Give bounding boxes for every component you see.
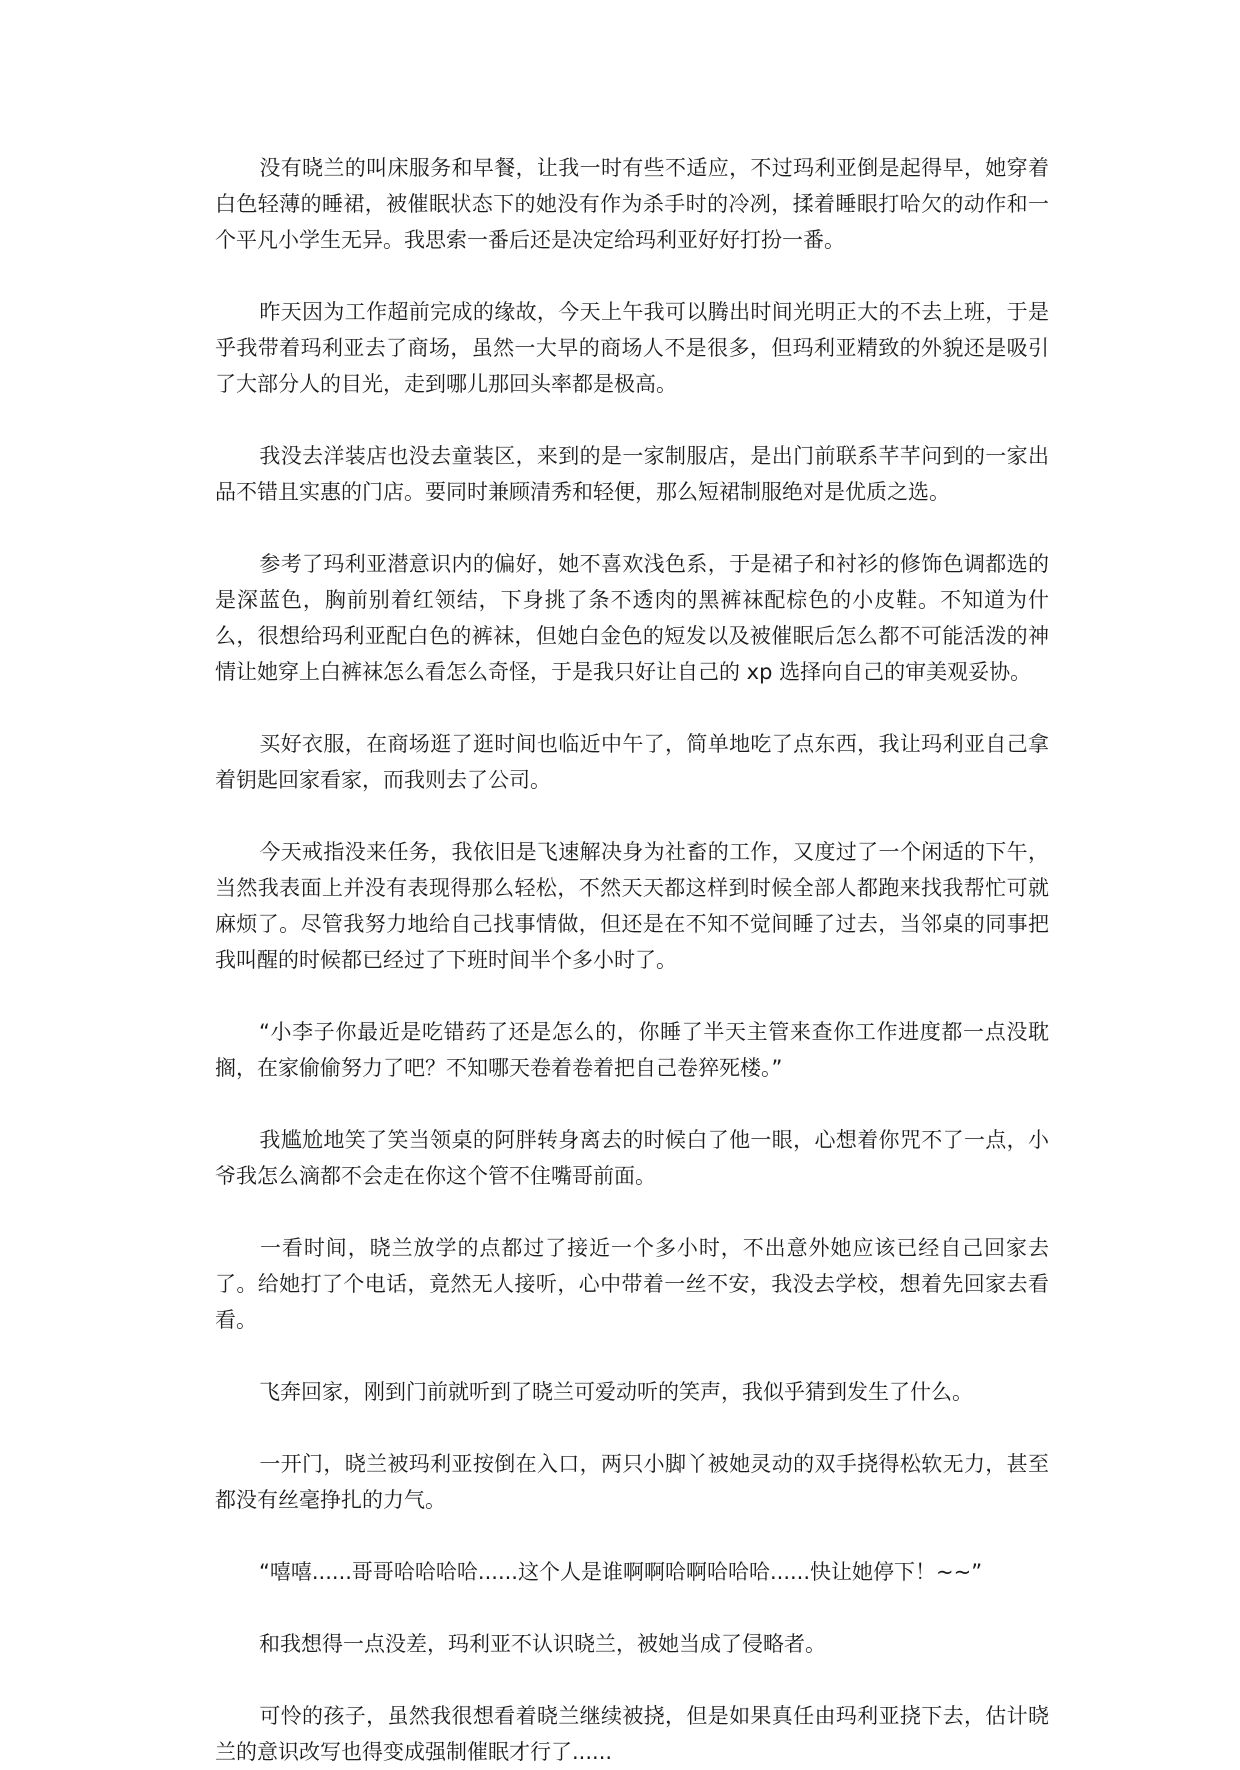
paragraph-1: 没有晓兰的叫床服务和早餐，让我一时有些不适应，不过玛利亚倒是起得早，她穿着白色轻薄的睡裙，被催眠状态下的她没有作为杀手时的冷冽，揉着睡眼打哈欠的动作和一个平凡小学生无异。我思索一番后还是决定给玛利亚好好打扮一番。 xyxy=(215,156,1049,252)
paragraph-2: 昨天因为工作超前完成的缘故，今天上午我可以腾出时间光明正大的不去上班，于是乎我带着玛利亚去了商场，虽然一大早的商场人不是很多，但玛利亚精致的外貌还是吸引了大部分人的目光，走到哪儿那回头率都是极高。 xyxy=(215,300,1049,396)
paragraph-6: 今天戒指没来任务，我依旧是飞速解决身为社畜的工作，又度过了一个闲适的下午，当然我表面上并没有表现得那么轻松，不然天天都这样到时候全部人都跑来找我帮忙可就麻烦了。尽管我努力地给自己找事情做，但还是在不知不觉间睡了过去，当邻桌的同事把我叫醒的时候都已经过了下班时间半个多小时了。 xyxy=(215,840,1049,972)
paragraph-7: “小李子你最近是吃错药了还是怎么的，你睡了半天主管来查你工作进度都一点没耽搁，在家偷偷努力了吧？不知哪天卷着卷着把自己卷猝死楼。” xyxy=(215,1020,1049,1080)
paragraph-10: 飞奔回家，刚到门前就听到了晓兰可爱动听的笑声，我似乎猜到发生了什么。 xyxy=(259,1380,973,1404)
paragraph-13: 和我想得一点没差，玛利亚不认识晓兰，被她当成了侵略者。 xyxy=(259,1632,826,1656)
paragraph-4: 参考了玛利亚潜意识内的偏好，她不喜欢浅色系，于是裙子和衬衫的修饰色调都选的是深蓝色，胸前别着红领结，下身挑了条不透肉的黑裤袜配棕色的小皮鞋。不知道为什么，很想给玛利亚配白色的裤袜，但她白金色的短发以及被催眠后怎么都不可能活泼的神情让她穿上白裤袜怎么看怎么奇怪，于是我只好让自己的 xp 选择向自己的审美观妥协。 xyxy=(215,552,1049,684)
paragraph-3: 我没去洋装店也没去童装区，来到的是一家制服店，是出门前联系芊芊问到的一家出品不错且实惠的门店。要同时兼顾清秀和轻便，那么短裙制服绝对是优质之选。 xyxy=(215,444,1049,504)
paragraph-12: “嘻嘻......哥哥哈哈哈哈......这个人是谁啊啊哈啊哈哈哈......快让她停下！~~” xyxy=(259,1560,983,1584)
paragraph-14: 可怜的孩子，虽然我很想看着晓兰继续被挠，但是如果真任由玛利亚挠下去，估计晓兰的意识改写也得变成强制催眠才行了...... xyxy=(215,1704,1049,1764)
paragraph-8: 我尴尬地笑了笑当领桌的阿胖转身离去的时候白了他一眼，心想着你咒不了一点，小爷我怎么滴都不会走在你这个管不住嘴哥前面。 xyxy=(215,1128,1049,1188)
paragraph-5: 买好衣服，在商场逛了逛时间也临近中午了，简单地吃了点东西，我让玛利亚自己拿着钥匙回家看家，而我则去了公司。 xyxy=(215,732,1049,792)
document-body xyxy=(215,150,1049,1770)
paragraph-11: 一开门，晓兰被玛利亚按倒在入口，两只小脚丫被她灵动的双手挠得松软无力，甚至都没有丝毫挣扎的力气。 xyxy=(215,1452,1049,1512)
paragraph-9: 一看时间，晓兰放学的点都过了接近一个多小时，不出意外她应该已经自己回家去了。给她打了个电话，竟然无人接听，心中带着一丝不安，我没去学校，想着先回家去看看。 xyxy=(215,1236,1049,1332)
